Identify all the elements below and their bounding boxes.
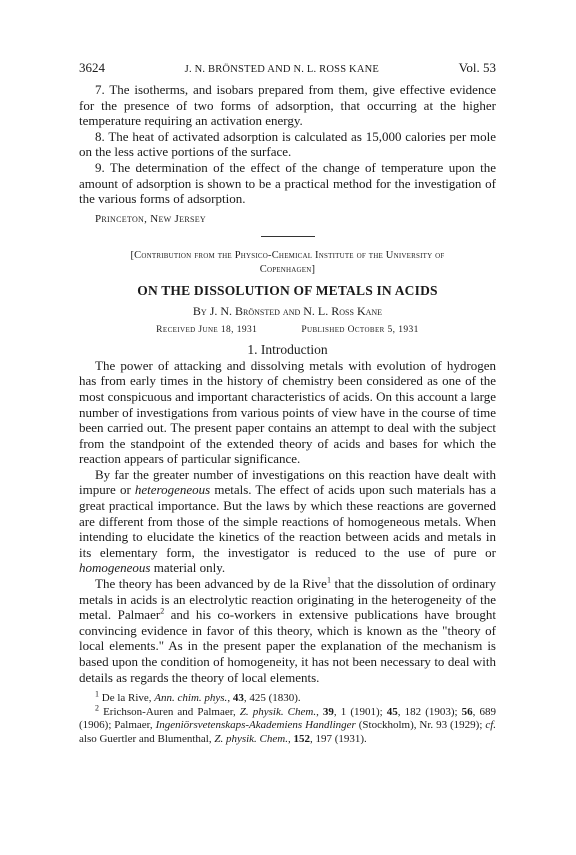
journal-name: Ann. chim. phys. (154, 692, 228, 705)
journal-name: Z. physik. Chem. (239, 705, 317, 718)
contribution-line: [Contribution from the Physico-Chemical Institute of the University of (130, 250, 445, 262)
text-run: , 197 (1931). (309, 732, 367, 745)
volume-ref: 56 (461, 705, 473, 718)
footnote (79, 703, 497, 747)
emphasized-term: homogeneous (79, 560, 151, 576)
section-heading: 1. Introduction (247, 342, 328, 358)
volume-ref: 45 (386, 705, 398, 718)
text-run: (Stockholm), Nr. 93 (1929); (355, 719, 486, 732)
footnote-ref[interactable]: 2 (160, 606, 165, 616)
text-run: , 689 (1906); Palmaer, (79, 705, 496, 732)
footnote-mark: 1 (95, 689, 99, 699)
contribution-line: Copenhagen] (259, 264, 316, 276)
volume-ref: 39 (322, 705, 334, 718)
text-run: and his co-workers in extensive publications have brought convincing evidence in favor of this theory, which is known as the "theory of local elements." As in the present paper the explanation of the mechanism is based upon the condition of homogeneity, it has not been necessary to deal with details as regards the theory of local elements. (79, 607, 497, 685)
text-run: , 1 (1901); (333, 705, 387, 718)
body-paragraph (79, 467, 496, 576)
text-run: that the dissolution of ordinary metals in acids is an electrolytic reaction originating in the heterogeneity of the metal. Palmaer (79, 576, 496, 623)
journal-name: Ingeniörsvetenskaps-Akademiens Handlinger (155, 719, 356, 732)
emphasized-term: heterogeneous (134, 482, 211, 498)
author-location: Princeton, New Jersey (95, 212, 206, 225)
body-paragraph (79, 576, 496, 685)
article-byline: By J. N. Brönsted and N. L. Ross Kane (192, 303, 383, 318)
footnote (79, 689, 496, 706)
text-run: , 425 (1830). (243, 692, 301, 705)
article-title: ON THE DISSOLUTION OF METALS IN ACIDS (137, 283, 438, 299)
running-head-authors: J. N. BRÖNSTED AND N. L. ROSS KANE (184, 64, 380, 75)
body-paragraph: The power of attacking and dissolving metals with evolution of hydrogen has from early times in the history of chemistry been considered as one of the most conspicuous and important characteristics of acids. On this account a large number of investigations from various points of view have in the course of time been carried out. The present paper contains an attempt to deal with the subject from the standpoint of the extended theory of acids and bases for which the reaction appears of particular significance. (79, 357, 496, 467)
text-run: , (316, 705, 323, 718)
text-run: metals. The effect of acids upon such materials has a great practical importance. But the laws by which these reactions are governed are different from those of the simple reactions of homogeneous metals. When intending to elucidate the kinetics of the reaction between acids and metals in its elementary form, the investigator is reduced to the use of pure or (79, 482, 496, 560)
text-run: The theory has been advanced by de la Rive (95, 576, 327, 592)
text-run: Erichson-Auren and Palmaer, (99, 705, 240, 718)
volume-number: Vol. 53 (458, 60, 496, 75)
conclusion-item: 7. The isotherms, and isobars prepared from them, give effective evidence for the presence of two forms of adsorption, that occurring at the higher temperature requiring an activation energy. (79, 82, 496, 129)
volume-ref: 152 (293, 732, 310, 745)
footnote-mark: 2 (95, 703, 99, 713)
received-date: Received June 18, 1931 (156, 324, 258, 335)
conclusion-item: 9. The determination of the effect of the change of temperature upon the amount of adsorption is shown to be a practical method for the investigation of the various forms of adsorption. (79, 159, 496, 207)
section-divider (261, 236, 315, 237)
footnotes (79, 689, 497, 746)
published-date: Published October 5, 1931 (301, 324, 419, 335)
text-run: , 182 (1903); (397, 705, 462, 718)
text-run: , (227, 692, 233, 705)
running-head (79, 60, 496, 76)
article-dates (79, 323, 496, 339)
text-run: also Guertler and Blumenthal, (79, 732, 215, 745)
conclusion-item: 8. The heat of activated adsorption is calculated as 15,000 calories per mole on the less active portions of the surface. (79, 128, 496, 160)
page-body (79, 82, 496, 746)
text-run: cf. (485, 719, 497, 732)
contribution-note (79, 249, 496, 277)
text-run: De la Rive, (99, 692, 155, 705)
footnote-ref[interactable]: 1 (326, 575, 331, 585)
text-run: , (287, 732, 294, 745)
journal-name: Z. physik. Chem. (214, 732, 288, 745)
volume-ref: 43 (232, 692, 244, 705)
text-run: material only. (150, 560, 226, 576)
text-run: By far the greater number of investigations on this reaction have dealt with impure or (79, 466, 496, 498)
page-number: 3624 (79, 60, 105, 75)
